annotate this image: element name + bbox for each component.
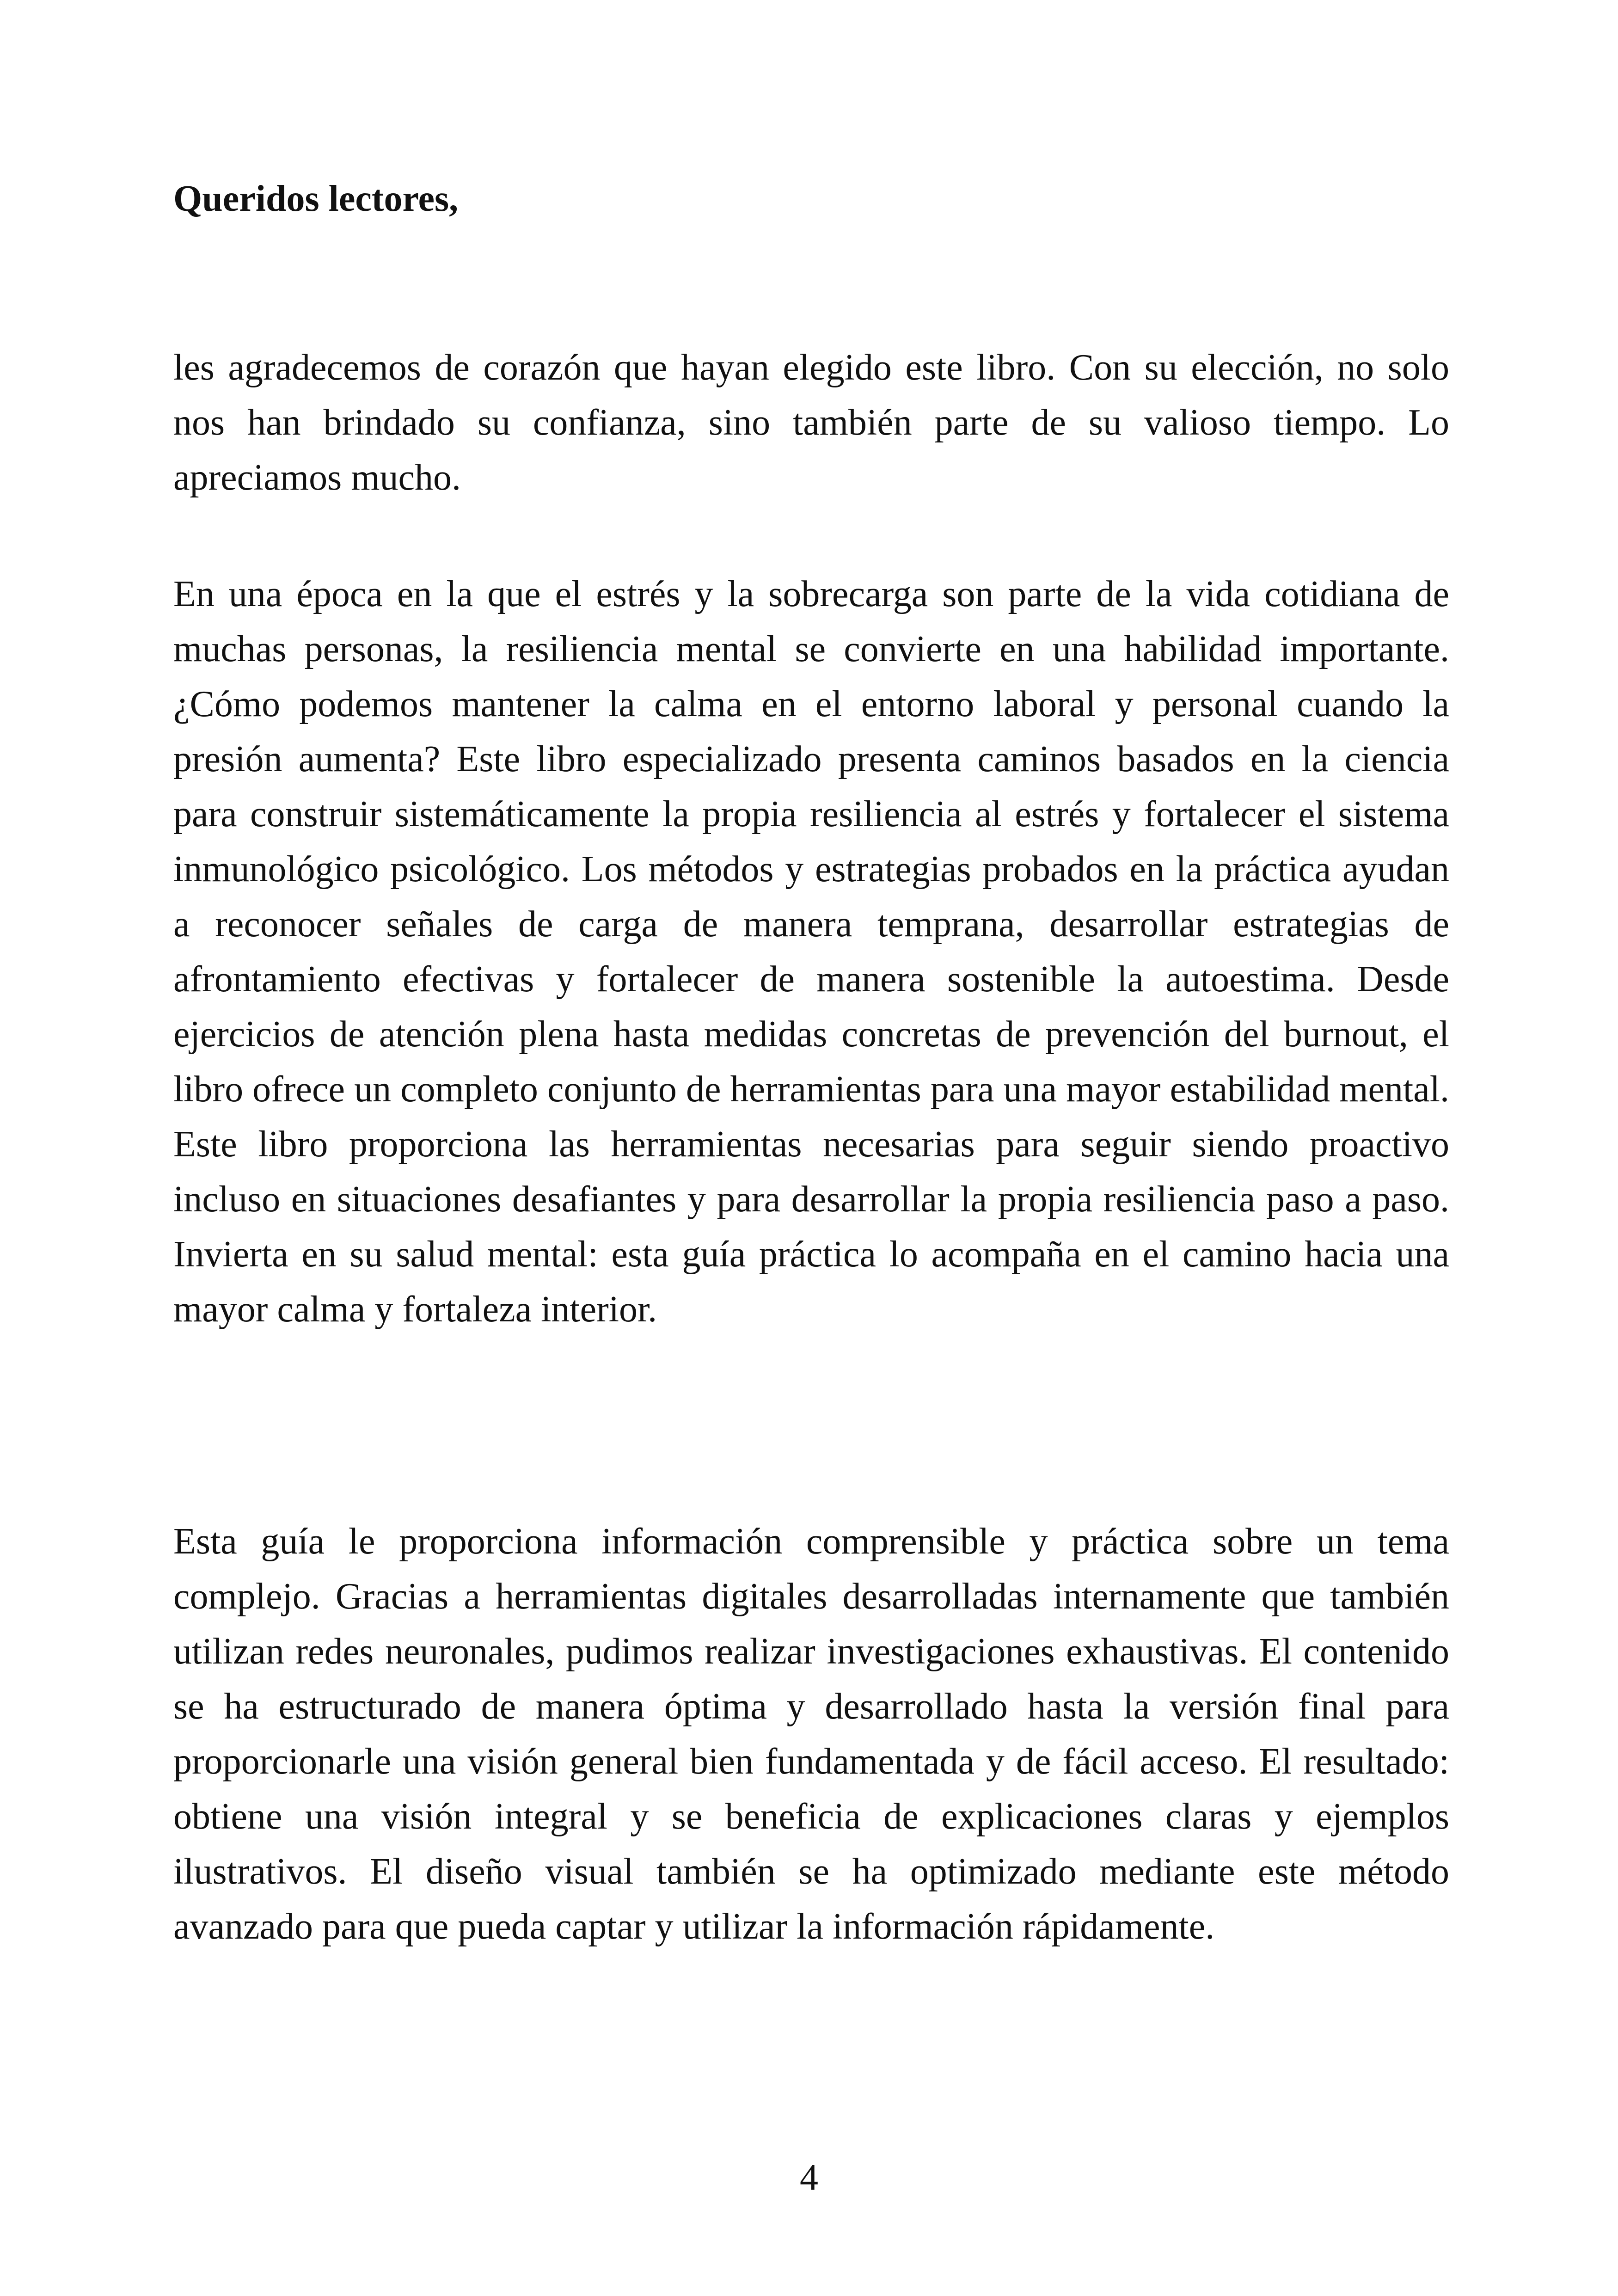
salutation-heading: Queridos lectores, <box>173 178 459 219</box>
paragraph-book-description: En una época en la que el estrés y la sobrecarga son parte de la vida cotidiana de muchas personas, la resiliencia mental se convierte en una habilidad importante. ¿Cómo podemos mantener la calma en el entorno laboral y personal cuando la presión aumenta? Este libro especializado presenta caminos basados en la ciencia para construir sistemáticamente la propia resiliencia al estrés y fortalecer el sistema inmunológico psicológico. Los métodos y estrategias probados en la práctica ayudan a reconocer señales de carga de manera temprana, desarrollar estrategias de afrontamiento efectivas y fortalecer de manera sostenible la autoestima. Desde ejercicios de atención plena hasta medidas concretas de prevención del burnout, el libro ofrece un completo conjunto de herramientas para una mayor estabilidad mental. Este libro proporciona las herramientas necesarias para seguir siendo proactivo incluso en situaciones desafiantes y para desarrollar la propia resiliencia paso a paso. Invierta en su salud mental: esta guía práctica lo acompaña en el camino hacia una mayor calma y fortaleza interior. <box>173 574 1449 1330</box>
paragraph-guide-method: Esta guía le proporciona información comprensible y práctica sobre un tema complejo. Gracias a herramientas digitales desarrolladas internamente que también utilizan redes neuronales, pudimos realizar investigaciones exhaustivas. El contenido se ha estructurado de manera óptima y desarrollado hasta la versión final para proporcionarle una visión general bien fundamentada y de fácil acceso. El resultado: obtiene una visión integral y se beneficia de explicaciones claras y ejemplos ilustrativos. El diseño visual también se ha optimizado mediante este método avanzado para que pueda captar y utilizar la información rápidamente. <box>173 1521 1449 1947</box>
page-number: 4 <box>800 2157 818 2198</box>
paragraph-thanks: les agradecemos de corazón que hayan elegido este libro. Con su elección, no solo nos han brindado su confianza, sino también parte de su valioso tiempo. Lo apreciamos mucho. <box>173 347 1449 498</box>
